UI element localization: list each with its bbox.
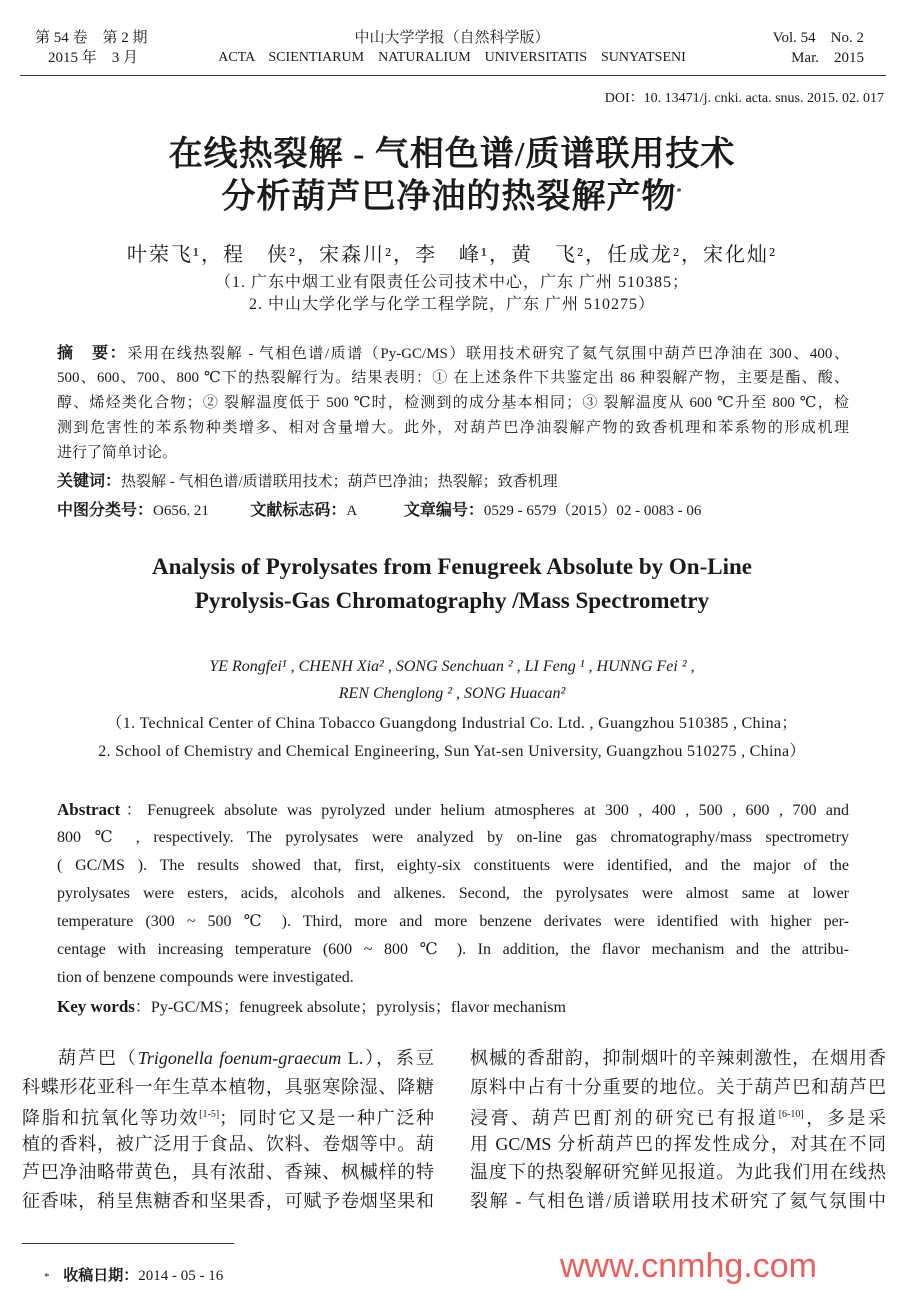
abstract-en-text: ：Fenugreek absolute was pyrolyzed under helium atmospheres at 300 , 400 , 500 , 600 , 700 and: [120, 802, 849, 819]
body-line: 枫槭的香甜韵，抑制烟叶的辛辣刺激性，在烟用香: [470, 1048, 886, 1068]
keywords-cn-text: 热裂解 - 气相色谱/质谱联用技术；葫芦巴净油；热裂解；致香机理: [121, 474, 558, 490]
abstract-en-line: ( GC/MS ). The results showed that, first, eighty-six constituents were identified, and the major of the: [57, 857, 849, 874]
title-cn-line-2-text: 分析葫芦巴净油的热裂解产物: [221, 178, 677, 216]
keywords-en: [57, 996, 849, 1019]
abstract-cn-text: 采用在线热裂解 - 气相色谱/质谱（Py-GC/MS）联用技术研究了氦气氛围中葫芦巴净油在 300、400、: [127, 346, 849, 362]
abstract-en-line: pyrolysates were esters, acids, alcohols and alkenes. Second, the pyrolysates were almost same at lower: [57, 885, 849, 902]
doc-code-value: A: [346, 503, 357, 519]
abstract-cn-label: 摘 要：: [57, 343, 128, 362]
watermark: www.cnmhg.com: [560, 1247, 817, 1285]
authors-cn: 叶荣飞¹，程 侠²，宋森川²，李 峰¹，黄 飞²，任成龙²，宋化灿²: [127, 244, 777, 266]
footnote-rule: [22, 1243, 234, 1244]
doc-code-label: 文献标志码：: [250, 500, 347, 519]
abstract-en-line: tion of benzene compounds were investigated.: [57, 969, 354, 986]
doi[interactable]: DOI：10. 13471/j. cnki. acta. snus. 2015. 02. 017: [604, 91, 884, 106]
classification-row: [57, 499, 701, 522]
abstract-cn-line: [57, 342, 849, 365]
footnote-label: 收稿日期：: [63, 1266, 139, 1284]
abstract-en-line: [57, 799, 849, 822]
clc-label: 中图分类号：: [57, 500, 154, 519]
received-date: 2014 - 05 - 16: [138, 1268, 224, 1284]
journal-name-en: ACTA SCIENTIARUM NATURALIUM UNIVERSITATIS SUNYATSENI: [218, 50, 686, 65]
title-footnote-mark: *: [676, 187, 683, 198]
abstract-en-label: Abstract: [57, 800, 121, 819]
body-line: 温度下的热裂解研究鲜见报道。为此我们用在线热: [470, 1162, 886, 1182]
footnote-mark: *: [44, 1271, 50, 1283]
date-en: Mar. 2015: [791, 50, 864, 66]
body-line: 原料中占有十分重要的地位。关于葫芦巴和葫芦巴: [470, 1076, 886, 1097]
abstract-cn-line: 醇、烯烃类化合物；② 裂解温度低于 500 ℃时，检测到的成分基本相同；③ 裂解温度从 600 ℃升至 800 ℃，检: [57, 395, 849, 411]
authors-en-line-2: REN Chenglong ² , SONG Huacan²: [338, 685, 566, 702]
body-line: 征香味，稍呈焦糖香和坚果香，可赋予卷烟坚果和: [22, 1190, 434, 1211]
volume-issue-cn: 第 54 卷 第 2 期: [35, 30, 148, 46]
abstract-cn-line: 进行了简单讨论。: [57, 445, 178, 461]
keywords-cn: [57, 470, 849, 493]
body-line: 用 GC/MS 分析葫芦巴的挥发性成分，对其在不同: [470, 1133, 886, 1154]
affiliation-cn-2: 2. 中山大学化学与化学工程学院，广东 广州 510275）: [248, 296, 655, 313]
abstract-cn-line: 500、600、700、800 ℃下的热裂解行为。结果表明：① 在上述条件下共鉴定出 86 种裂解产物，主要是酯、酸、: [57, 370, 849, 386]
affiliation-en-2: 2. School of Chemistry and Chemical Engineering, Sun Yat-sen University, Guangzhou 510275 , China）: [98, 743, 806, 760]
keywords-en-text: ：Py-GC/MS；fenugreek absolute；pyrolysis；flavor mechanism: [134, 999, 566, 1016]
title-en-line-1: Analysis of Pyrolysates from Fenugreek Absolute by On-Line: [152, 554, 752, 579]
abstract-en-line: centage with increasing temperature (600 ~ 800 ℃ ). In addition, the flavor mechanism and the attribu-: [57, 941, 849, 958]
date-cn: 2015 年 3 月: [48, 50, 139, 66]
article-no-label: 文章编号：: [403, 500, 484, 519]
keywords-en-label: Key words: [57, 997, 135, 1016]
keywords-cn-label: 关键词：: [57, 471, 122, 490]
title-en-line-2: Pyrolysis-Gas Chromatography /Mass Spectrometry: [194, 588, 710, 613]
header-rule: [20, 75, 886, 76]
body-line: 科蝶形花亚科一年生草本植物，具驱寒除湿、降糖: [22, 1076, 434, 1097]
title-cn-line-1: 在线热裂解 - 气相色谱/质谱联用技术: [168, 136, 736, 173]
body-line: 裂解 - 气相色谱/质谱联用技术研究了氦气氛围中: [470, 1190, 886, 1211]
body-line: 植的香料，被广泛用于食品、饮料、卷烟等中。葫: [22, 1133, 434, 1154]
abstract-en-line: 800 ℃ , respectively. The pyrolysates were analyzed by on-line gas chromatography/mass spectrometry: [57, 829, 849, 846]
article-no-value: 0529 - 6579（2015）02 - 0083 - 06: [483, 503, 702, 519]
affiliation-cn-1: （1. 广东中烟工业有限责任公司技术中心，广东 广州 510385；: [214, 274, 689, 291]
abstract-en-line: temperature (300 ~ 500 ℃ ). Third, more and more benzene derivates were identified with higher per-: [57, 913, 849, 930]
body-line: 芦巴净油略带黄色，具有浓甜、香辣、枫槭样的特: [22, 1162, 434, 1182]
authors-en-line-1: YE Rongfei¹ , CHENH Xia² , SONG Senchuan ² , LI Feng ¹ , HUNNG Fei ² ,: [209, 658, 695, 675]
clc-value: O656. 21: [153, 503, 209, 519]
body-line: 浸膏、葫芦巴酊剂的研究已有报道[6-10]，多是采: [470, 1108, 887, 1128]
journal-name-cn: 中山大学学报（自然科学版）: [354, 30, 550, 46]
body-line: 降脂和抗氧化等功效[1-5]；同时它又是一种广泛种: [22, 1108, 435, 1128]
title-cn-line-2: [0, 173, 904, 217]
volume-issue-en: Vol. 54 No. 2: [772, 30, 864, 46]
affiliation-en-1: （1. Technical Center of China Tobacco Guangdong Industrial Co. Ltd. , Guangzhou 510385 , China；: [106, 715, 798, 732]
footnote: [44, 1265, 223, 1287]
abstract-cn-line: 测到危害性的苯系物种类增多、相对含量增大。此外，对葫芦巴净油裂解产物的致香机理和苯系物的形成机理: [57, 420, 849, 436]
body-line: 葫芦巴（Trigonella foenum-graecum L.），系豆: [58, 1048, 435, 1068]
